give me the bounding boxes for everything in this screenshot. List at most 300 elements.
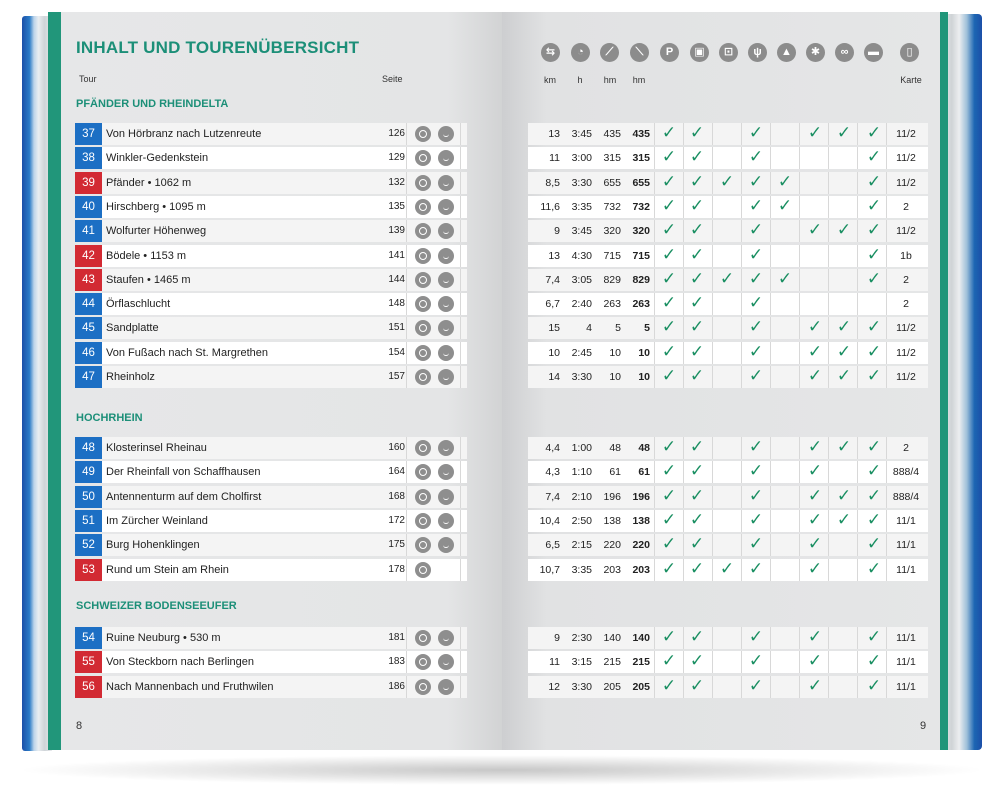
page-ref: 168: [388, 491, 405, 502]
column-divider: [770, 486, 771, 508]
column-divider: [741, 172, 742, 194]
column-divider: [857, 293, 858, 315]
column-divider: [857, 196, 858, 218]
km-column-header: km: [544, 75, 556, 85]
column-divider: [683, 123, 684, 145]
checkmark-icon: ✓: [836, 366, 852, 385]
checkmark-icon: ✓: [748, 342, 764, 361]
page-number-right: 9: [920, 720, 927, 732]
table-row-left: [75, 172, 467, 194]
table-row-left: [75, 342, 467, 364]
column-divider: [886, 534, 887, 556]
ascent-hm: 196: [603, 491, 621, 503]
column-divider: [799, 510, 800, 532]
column-divider: [712, 461, 713, 483]
column-divider: [654, 461, 655, 483]
tour-name: Antennenturm auf dem Cholfirst: [106, 491, 262, 503]
page-ref: 164: [388, 466, 405, 477]
page-ref: 160: [388, 442, 405, 453]
tour-name: Der Rheinfall von Schaffhausen: [106, 466, 261, 478]
column-divider: [741, 461, 742, 483]
distance-km: 10,4: [539, 515, 560, 527]
checkmark-icon: ✓: [866, 559, 882, 578]
column-divider: [683, 342, 684, 364]
distance-km: 4,3: [545, 466, 560, 478]
descent-hm: 205: [632, 681, 650, 693]
tour-number-badge: 40: [75, 196, 102, 218]
column-divider: [741, 342, 742, 364]
clock-icon: ◔: [571, 43, 590, 62]
checkmark-icon: ✓: [777, 172, 793, 191]
column-divider: [460, 172, 461, 194]
checkmark-icon: ✓: [807, 220, 823, 239]
column-divider: [741, 510, 742, 532]
column-divider: [828, 437, 829, 459]
checkmark-icon: ✓: [689, 245, 705, 264]
column-divider: [770, 123, 771, 145]
column-divider: [712, 651, 713, 673]
tour-name: Von Steckborn nach Berlingen: [106, 656, 254, 668]
tour-name: Hirschberg • 1095 m: [106, 201, 206, 213]
column-divider: [460, 269, 461, 291]
column-divider: [712, 317, 713, 339]
difficulty-icon: [415, 199, 431, 215]
column-divider: [828, 196, 829, 218]
column-divider: [406, 651, 407, 673]
tour-name: Ruine Neuburg • 530 m: [106, 632, 221, 644]
up-icon: ⟋: [600, 43, 619, 62]
checkmark-icon: ✓: [661, 123, 677, 142]
karte-column-header: Karte: [900, 75, 922, 85]
column-divider: [712, 293, 713, 315]
table-row-left: [75, 147, 467, 169]
column-divider: [460, 317, 461, 339]
descent-hm: 220: [632, 539, 650, 551]
table-row-left: [75, 269, 467, 291]
column-divider: [799, 676, 800, 698]
column-divider: [712, 510, 713, 532]
column-divider: [683, 437, 684, 459]
map-ref: 11/2: [896, 225, 916, 237]
column-divider: [770, 196, 771, 218]
descent-hm: 196: [632, 491, 650, 503]
column-divider: [770, 534, 771, 556]
column-divider: [406, 366, 407, 388]
right-accent-stripe: [940, 12, 948, 750]
column-divider: [799, 366, 800, 388]
page-ref: 126: [388, 128, 405, 139]
tour-column-header: Tour: [79, 74, 97, 84]
column-divider: [712, 559, 713, 581]
checkmark-icon: ✓: [866, 342, 882, 361]
checkmark-icon: ✓: [866, 245, 882, 264]
column-divider: [741, 245, 742, 267]
column-divider: [654, 437, 655, 459]
column-divider: [654, 366, 655, 388]
left-accent-stripe: [48, 12, 61, 750]
column-divider: [406, 510, 407, 532]
column-divider: [799, 534, 800, 556]
column-divider: [406, 676, 407, 698]
checkmark-icon: ✓: [807, 366, 823, 385]
column-divider: [654, 559, 655, 581]
checkmark-icon: ✓: [807, 317, 823, 336]
map-ref: 2: [903, 442, 909, 454]
difficulty-icon: [415, 223, 431, 239]
checkmark-icon: ✓: [689, 437, 705, 456]
column-divider: [741, 123, 742, 145]
column-divider: [857, 123, 858, 145]
checkmark-icon: ✓: [807, 627, 823, 646]
descent-hm: 140: [632, 632, 650, 644]
ascent-hm: 655: [603, 177, 621, 189]
column-divider: [406, 437, 407, 459]
column-divider: [460, 147, 461, 169]
checkmark-icon: ✓: [748, 486, 764, 505]
column-divider: [683, 559, 684, 581]
column-divider: [741, 627, 742, 649]
checkmark-icon: ✓: [748, 245, 764, 264]
column-divider: [799, 461, 800, 483]
table-row-left: [75, 366, 467, 388]
column-divider: [886, 510, 887, 532]
seite-column-header: Seite: [382, 74, 403, 84]
table-row-right: [528, 123, 928, 145]
tour-number-badge: 56: [75, 676, 102, 698]
tour-number-badge: 53: [75, 559, 102, 581]
column-divider: [886, 196, 887, 218]
column-divider: [770, 559, 771, 581]
table-row-left: [75, 559, 467, 581]
tour-number-badge: 45: [75, 317, 102, 339]
ascent-hm: 315: [603, 152, 621, 164]
duration-hours: 3:00: [571, 152, 592, 164]
checkmark-icon: ✓: [748, 559, 764, 578]
checkmark-icon: ✓: [866, 317, 882, 336]
checkmark-icon: ✓: [661, 437, 677, 456]
column-divider: [460, 245, 461, 267]
difficulty-icon: [415, 248, 431, 264]
column-divider: [683, 269, 684, 291]
tour-number-badge: 42: [75, 245, 102, 267]
descent-hm: 715: [632, 250, 650, 262]
ascent-hm: 138: [603, 515, 621, 527]
map-ref: 11/2: [896, 128, 916, 140]
checkmark-icon: ✓: [807, 559, 823, 578]
ascent-hm: 10: [609, 371, 621, 383]
family-icon: [438, 630, 454, 646]
column-divider: [406, 486, 407, 508]
checkmark-icon: ✓: [836, 437, 852, 456]
column-divider: [799, 147, 800, 169]
checkmark-icon: ✓: [748, 461, 764, 480]
column-divider: [799, 486, 800, 508]
descent-hm: 48: [638, 442, 650, 454]
column-divider: [654, 651, 655, 673]
checkmark-icon: ✓: [661, 317, 677, 336]
hours-column-header: h: [577, 75, 583, 85]
map-ref: 11/2: [896, 371, 916, 383]
ascent-hm: 435: [603, 128, 621, 140]
column-divider: [712, 366, 713, 388]
checkmark-icon: ✓: [719, 559, 735, 578]
column-divider: [828, 123, 829, 145]
checkmark-icon: ✓: [866, 486, 882, 505]
column-divider: [770, 437, 771, 459]
column-divider: [712, 437, 713, 459]
difficulty-icon: [415, 345, 431, 361]
column-divider: [406, 342, 407, 364]
column-divider: [770, 293, 771, 315]
column-divider: [857, 510, 858, 532]
ascent-hm: 140: [603, 632, 621, 644]
tour-name: Rund um Stein am Rhein: [106, 564, 229, 576]
tour-name: Winkler-Gedenkstein: [106, 152, 209, 164]
difficulty-icon: [415, 320, 431, 336]
column-divider: [741, 293, 742, 315]
column-divider: [741, 269, 742, 291]
column-divider: [741, 651, 742, 673]
column-divider: [460, 437, 461, 459]
duration-hours: 4:30: [571, 250, 592, 262]
tour-name: Burg Hohenklingen: [106, 539, 200, 551]
column-divider: [741, 534, 742, 556]
table-row-left: [75, 461, 467, 483]
ascent-hm: 715: [603, 250, 621, 262]
column-divider: [886, 437, 887, 459]
cablecar-icon: ⊡: [719, 43, 738, 62]
checkmark-icon: ✓: [689, 510, 705, 529]
table-row-left: [75, 245, 467, 267]
page-number-left: 8: [76, 720, 83, 732]
column-divider: [857, 559, 858, 581]
page-ref: 132: [388, 177, 405, 188]
section-title: PFÄNDER UND RHEINDELTA: [76, 98, 229, 110]
table-row-right: [528, 437, 928, 459]
column-divider: [886, 676, 887, 698]
tour-name: Von Hörbranz nach Lutzenreute: [106, 128, 262, 140]
table-row-right: [528, 196, 928, 218]
difficulty-icon: [415, 464, 431, 480]
descent-hm: 829: [632, 274, 650, 286]
column-divider: [799, 293, 800, 315]
table-row-left: [75, 293, 467, 315]
table-row-right: [528, 147, 928, 169]
table-row-right: [528, 676, 928, 698]
family-icon: [438, 272, 454, 288]
column-divider: [857, 627, 858, 649]
checkmark-icon: ✓: [689, 269, 705, 288]
column-divider: [683, 627, 684, 649]
distance-km: 8,5: [545, 177, 560, 189]
column-divider: [683, 196, 684, 218]
column-divider: [460, 651, 461, 673]
tour-number-badge: 49: [75, 461, 102, 483]
checkmark-icon: ✓: [866, 510, 882, 529]
checkmark-icon: ✓: [866, 196, 882, 215]
page-ref: 154: [388, 347, 405, 358]
column-divider: [406, 559, 407, 581]
distance-km: 4,4: [545, 442, 560, 454]
column-divider: [406, 293, 407, 315]
table-row-right: [528, 510, 928, 532]
distance-km: 13: [548, 128, 560, 140]
duration-hours: 3:30: [571, 371, 592, 383]
column-divider: [712, 123, 713, 145]
family-icon: [438, 248, 454, 264]
column-divider: [406, 147, 407, 169]
column-divider: [828, 676, 829, 698]
descent-hm: 732: [632, 201, 650, 213]
checkmark-icon: ✓: [836, 220, 852, 239]
distance-km: 11,6: [540, 201, 560, 213]
checkmark-icon: ✓: [661, 366, 677, 385]
distance-km: 7,4: [545, 491, 560, 503]
page-ref: 186: [388, 681, 405, 692]
duration-hours: 1:00: [571, 442, 592, 454]
column-divider: [683, 510, 684, 532]
column-divider: [828, 293, 829, 315]
checkmark-icon: ✓: [661, 293, 677, 312]
column-divider: [770, 269, 771, 291]
table-row-right: [528, 651, 928, 673]
duration-hours: 2:30: [571, 632, 592, 644]
descent-hm: 10: [638, 371, 650, 383]
checkmark-icon: ✓: [807, 486, 823, 505]
column-divider: [460, 342, 461, 364]
checkmark-icon: ✓: [689, 123, 705, 142]
duration-hours: 1:10: [571, 466, 592, 478]
checkmark-icon: ✓: [661, 651, 677, 670]
duration-hours: 2:40: [571, 298, 592, 310]
column-divider: [712, 220, 713, 242]
column-divider: [741, 437, 742, 459]
train-icon: ▬: [864, 43, 883, 62]
column-divider: [799, 437, 800, 459]
checkmark-icon: ✓: [748, 627, 764, 646]
difficulty-icon: [415, 513, 431, 529]
distance-km: 11: [549, 152, 560, 164]
column-divider: [654, 676, 655, 698]
difficulty-icon: [415, 537, 431, 553]
difficulty-icon: [415, 440, 431, 456]
descent-hm: 203: [632, 564, 650, 576]
table-row-right: [528, 461, 928, 483]
checkmark-icon: ✓: [807, 437, 823, 456]
distance-km: 6,5: [545, 539, 560, 551]
column-divider: [712, 269, 713, 291]
descent-hm: 61: [638, 466, 650, 478]
column-divider: [460, 293, 461, 315]
column-divider: [654, 220, 655, 242]
checkmark-icon: ✓: [866, 220, 882, 239]
column-divider: [857, 437, 858, 459]
distance-km: 9: [554, 632, 560, 644]
column-divider: [770, 676, 771, 698]
checkmark-icon: ✓: [689, 220, 705, 239]
duration-hours: 2:15: [571, 539, 592, 551]
column-divider: [799, 269, 800, 291]
descent-hm: 435: [632, 128, 650, 140]
column-divider: [828, 147, 829, 169]
checkmark-icon: ✓: [748, 269, 764, 288]
checkmark-icon: ✓: [866, 366, 882, 385]
checkmark-icon: ✓: [689, 196, 705, 215]
difficulty-icon: [415, 175, 431, 191]
ascent-hm: 220: [603, 539, 621, 551]
bike-icon: ∞: [835, 43, 854, 62]
column-divider: [857, 366, 858, 388]
column-divider: [683, 293, 684, 315]
tour-name: Nach Mannenbach und Fruthwilen: [106, 681, 274, 693]
page-ref: 172: [388, 515, 405, 526]
ascent-hm: 48: [609, 442, 621, 454]
column-divider: [460, 534, 461, 556]
ascent-hm: 829: [603, 274, 621, 286]
tour-number-badge: 51: [75, 510, 102, 532]
family-icon: [438, 537, 454, 553]
column-divider: [828, 269, 829, 291]
column-divider: [857, 220, 858, 242]
checkmark-icon: ✓: [748, 676, 764, 695]
tour-number-badge: 41: [75, 220, 102, 242]
table-row-right: [528, 220, 928, 242]
column-divider: [741, 220, 742, 242]
column-divider: [886, 486, 887, 508]
page-ref: 175: [388, 539, 405, 550]
checkmark-icon: ✓: [661, 461, 677, 480]
column-divider: [654, 293, 655, 315]
tour-number-badge: 37: [75, 123, 102, 145]
tour-number-badge: 50: [75, 486, 102, 508]
column-divider: [799, 317, 800, 339]
table-row-right: [528, 245, 928, 267]
ascent-hm: 263: [603, 298, 621, 310]
duration-hours: 3:45: [571, 128, 592, 140]
table-row-right: [528, 627, 928, 649]
family-icon: [438, 679, 454, 695]
tour-name: Pfänder • 1062 m: [106, 177, 192, 189]
down-icon: ⟍: [630, 43, 649, 62]
column-divider: [683, 676, 684, 698]
difficulty-icon: [415, 630, 431, 646]
table-row-left: [75, 651, 467, 673]
ascent-hm: 10: [609, 347, 621, 359]
map-ref: 888/4: [892, 466, 920, 478]
page-ref: 135: [388, 201, 405, 212]
ascent-column-header: hm: [603, 75, 617, 85]
family-icon: [438, 654, 454, 670]
checkmark-icon: ✓: [777, 196, 793, 215]
column-divider: [683, 534, 684, 556]
page-ref: 141: [388, 250, 405, 261]
family-icon: [438, 223, 454, 239]
column-divider: [683, 461, 684, 483]
column-divider: [460, 123, 461, 145]
distance-km: 15: [548, 322, 560, 334]
distance-km: 14: [548, 371, 560, 383]
column-divider: [712, 486, 713, 508]
ascent-hm: 5: [615, 322, 621, 334]
checkmark-icon: ✓: [866, 461, 882, 480]
column-divider: [770, 366, 771, 388]
column-divider: [654, 172, 655, 194]
checkmark-icon: ✓: [866, 437, 882, 456]
checkmark-icon: ✓: [719, 269, 735, 288]
column-divider: [460, 559, 461, 581]
page-ref: 178: [388, 564, 405, 575]
table-row-right: [528, 317, 928, 339]
